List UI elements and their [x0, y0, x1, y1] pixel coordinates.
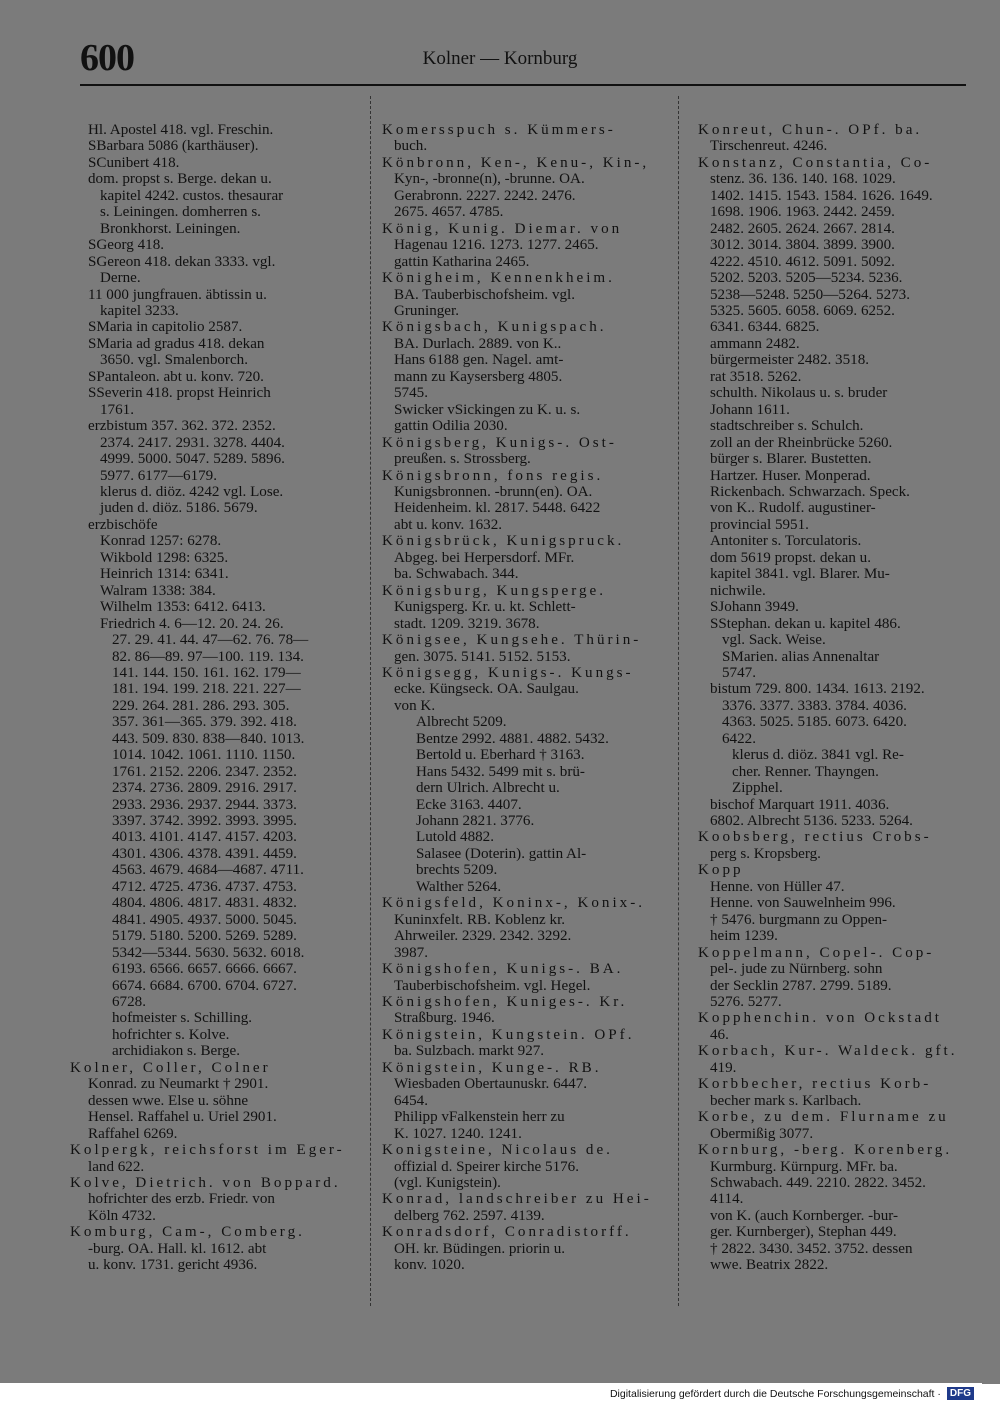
index-line: 2482. 2605. 2624. 2667. 2814.: [710, 220, 895, 237]
index-line: SGeorg 418.: [88, 237, 165, 254]
index-headword-line: Königsbronn, fons regis.: [382, 467, 604, 484]
index-line: Ahrweiler. 2329. 2342. 3292.: [394, 928, 572, 945]
footer-credit: [0, 1383, 982, 1404]
index-line: Hans 6188 gen. Nagel. amt-: [394, 352, 564, 369]
index-line: ba. Sulzbach. markt 927.: [394, 1043, 545, 1060]
index-line: Schwabach. 449. 2210. 2822. 3452.: [710, 1175, 926, 1191]
index-line: 3397. 3742. 3992. 3993. 3995.: [112, 813, 297, 830]
index-line: ger. Kurnberger), Stephan 449.: [710, 1224, 897, 1241]
index-line: hofrichter des erzb. Friedr. von: [88, 1191, 275, 1208]
column-divider: [678, 96, 679, 1306]
index-line: SStephan. dekan u. kapitel 486.: [710, 615, 901, 632]
index-line: der Secklin 2787. 2799. 5189.: [710, 977, 892, 994]
index-line: 2374. 2417. 2931. 3278. 4404.: [100, 434, 285, 451]
index-line: kapitel 4242. custos. thesaurar: [100, 187, 284, 204]
index-headword-line: Könbronn, Ken-, Kenu-, Kin-,: [382, 154, 650, 171]
index-line: 3012. 3014. 3804. 3899. 3900.: [710, 237, 895, 254]
index-line: Tirschenreut. 4246.: [710, 138, 828, 155]
index-line: Kyn-, -bronne(n), -brunne. OA.: [394, 171, 585, 188]
index-line: Hensel. Raffahel u. Uriel 2901.: [88, 1109, 277, 1126]
index-line: BA. Durlach. 2889. von K..: [394, 335, 562, 352]
index-column-1: [70, 122, 350, 1274]
index-line: s. Leiningen. domherren s.: [100, 204, 261, 221]
index-line: Kuninxfelt. RB. Koblenz kr.: [394, 911, 566, 928]
index-line: Lutold 4882.: [416, 829, 494, 846]
running-title: Kolner — Kornburg: [422, 48, 578, 69]
index-line: 5747.: [722, 664, 756, 681]
index-line: Hagenau 1216. 1273. 1277. 2465.: [394, 237, 599, 254]
index-line: Bronkhorst. Leiningen.: [100, 220, 241, 237]
index-line: cher. Renner. Thayngen.: [732, 763, 879, 780]
index-line: kapitel 3841. vgl. Blarer. Mu-: [710, 566, 890, 583]
index-line: SPantaleon. abt u. konv. 720.: [88, 368, 264, 385]
index-line: Wiesbaden Obertaunuskr. 6447.: [394, 1076, 588, 1093]
index-column-3: [698, 122, 968, 1274]
index-line: Konrad 1257: 6278.: [100, 533, 222, 550]
index-line: juden d. diöz. 5186. 5679.: [100, 500, 258, 517]
index-line: Gerabronn. 2227. 2242. 2476.: [394, 187, 576, 204]
index-line: 6674. 6684. 6700. 6704. 6727.: [112, 977, 297, 994]
index-line: 2675. 4657. 4785.: [394, 204, 504, 221]
index-line: 5276. 5277.: [710, 994, 782, 1011]
index-line: klerus d. diöz. 4242 vgl. Lose.: [100, 483, 284, 500]
index-line: 4301. 4306. 4378. 4391. 4459.: [112, 845, 297, 862]
index-line: vgl. Sack. Weise.: [722, 632, 826, 649]
index-line: 3987.: [394, 944, 428, 961]
index-line: Albrecht 5209.: [416, 714, 507, 731]
index-line: provincial 5951.: [710, 516, 809, 533]
index-headword-line: Königshofen, Kunigs-. BA.: [382, 961, 624, 978]
index-headword-line: Kolner, Coller, Colner: [70, 1059, 271, 1076]
index-line: dom 5619 propst. dekan u.: [710, 549, 871, 566]
index-line: Obermißig 3077.: [710, 1125, 814, 1142]
index-line: SSeverin 418. propst Heinrich: [88, 385, 271, 402]
index-headword-line: Korbach, Kur-. Waldeck. gft.: [698, 1043, 958, 1060]
index-line: 11 000 jungfrauen. äbtissin u.: [88, 286, 267, 303]
index-line: Swicker vSickingen zu K. u. s.: [394, 401, 581, 418]
index-line: von K.: [394, 697, 436, 714]
index-headword-line: Korbe, zu dem. Flurname zu: [698, 1109, 949, 1126]
index-headword-line: Königheim, Kennenkheim.: [382, 270, 615, 287]
index-headword-line: Königsfeld, Koninx-, Konix-.: [382, 895, 646, 912]
index-line: † 2822. 3430. 3452. 3752. dessen: [710, 1240, 913, 1257]
index-line: Friedrich 4. 6—12. 20. 24. 26.: [100, 615, 284, 632]
index-headword-line: Kornburg, -berg. Korenberg.: [698, 1142, 953, 1159]
index-line: erzbischöfe: [88, 516, 158, 533]
index-line: K. 1027. 1240. 1241.: [394, 1125, 522, 1142]
index-line: 4563. 4679. 4684—4687. 4711.: [112, 862, 304, 879]
index-line: delberg 762. 2597. 4139.: [394, 1207, 545, 1224]
index-headword-line: Konigsteine, Nicolaus de.: [382, 1142, 613, 1159]
index-line: 1761. 2152. 2206. 2347. 2352.: [112, 763, 297, 780]
index-line: 4013. 4101. 4147. 4157. 4203.: [112, 829, 297, 846]
index-line: Ecke 3163. 4407.: [416, 796, 522, 813]
header-rule: [80, 84, 966, 86]
index-line: heim 1239.: [710, 928, 778, 945]
index-line: Wilhelm 1353: 6412. 6413.: [100, 599, 266, 616]
index-headword-line: Königsbach, Kunigspach.: [382, 319, 607, 336]
index-line: Henne. von Hüller 47.: [710, 878, 845, 895]
index-headword-line: Korbbecher, rectius Korb-: [698, 1076, 932, 1093]
index-headword-line: Königsberg, Kunigs-. Ost-: [382, 434, 617, 451]
index-line: 5977. 6177—6179.: [100, 467, 217, 484]
index-line: 229. 264. 281. 286. 293. 305.: [112, 697, 290, 714]
index-line: 4999. 5000. 5047. 5289. 5896.: [100, 451, 285, 468]
index-line: Walram 1338: 384.: [100, 582, 216, 599]
index-line: 5745.: [394, 385, 428, 402]
column-divider: [370, 96, 371, 1306]
index-line: preußen. s. Strossberg.: [394, 451, 531, 468]
index-line: ba. Schwabach. 344.: [394, 566, 519, 583]
index-line: 5179. 5180. 5200. 5269. 5289.: [112, 928, 297, 945]
index-line: von K. (auch Kornberger. -bur-: [710, 1207, 899, 1224]
index-line: 1402. 1415. 1543. 1584. 1626. 1649.: [710, 187, 933, 204]
index-line: Wikbold 1298: 6325.: [100, 549, 229, 566]
index-line: 4363. 5025. 5185. 6073. 6420.: [722, 714, 907, 731]
index-line: schulth. Nikolaus u. s. bruder: [710, 385, 888, 402]
index-line: stenz. 36. 136. 140. 168. 1029.: [710, 171, 896, 188]
index-line: ecke. Küngseck. OA. Saulgau.: [394, 681, 579, 698]
index-line: 6422.: [722, 730, 756, 747]
index-line: gattin Odilia 2030.: [394, 418, 508, 435]
index-line: offizial d. Speirer kirche 5176.: [394, 1158, 579, 1175]
index-line: klerus d. diöz. 3841 vgl. Re-: [732, 747, 904, 764]
index-line: Zipphel.: [732, 780, 783, 797]
index-line: land 622.: [88, 1158, 145, 1175]
index-line: 357. 361—365. 379. 392. 418.: [112, 714, 297, 731]
index-line: stadt. 1209. 3219. 3678.: [394, 615, 540, 632]
index-line: Rickenbach. Schwarzach. Speck.: [710, 483, 910, 500]
index-line: mann zu Kaysersberg 4805.: [394, 368, 563, 385]
index-line: Hl. Apostel 418. vgl. Freschin.: [88, 122, 274, 138]
index-line: 1698. 1906. 1963. 2442. 2459.: [710, 204, 895, 221]
index-line: Kurmburg. Kürnpurg. MFr. ba.: [710, 1158, 898, 1175]
index-line: archidiakon s. Berge.: [112, 1043, 240, 1060]
index-line: 5325. 5605. 6058. 6069. 6252.: [710, 302, 895, 319]
index-line: 6454.: [394, 1092, 428, 1109]
index-line: SMaria in capitolio 2587.: [88, 319, 243, 336]
index-headword-line: Kopphenchin. von Ockstadt: [698, 1010, 942, 1027]
index-line: Philipp vFalkenstein herr zu: [394, 1109, 565, 1126]
index-line: Antoniter s. Torculatoris.: [710, 533, 862, 550]
index-line: 4712. 4725. 4736. 4737. 4753.: [112, 878, 297, 895]
index-line: Konrad. zu Neumarkt † 2901.: [88, 1076, 269, 1093]
index-line: 2374. 2736. 2809. 2916. 2917.: [112, 780, 297, 797]
index-headword-line: Koppelmann, Copel-. Cop-: [698, 944, 935, 961]
index-line: 6728.: [112, 994, 146, 1011]
index-line: 4841. 4905. 4937. 5000. 5045.: [112, 911, 297, 928]
index-line: gattin Katharina 2465.: [394, 253, 530, 270]
index-line: 5202. 5203. 5205—5234. 5236.: [710, 270, 903, 287]
index-line: pel-. jude zu Nürnberg. sohn: [710, 961, 883, 978]
index-line: Bertold u. Eberhard † 3163.: [416, 747, 585, 764]
index-line: Abgeg. bei Herpersdorf. MFr.: [394, 549, 575, 566]
index-headword-line: Königsbrück, Kunigspruck.: [382, 533, 625, 550]
index-line: bischof Marquart 1911. 4036.: [710, 796, 890, 813]
index-line: 4114.: [710, 1191, 744, 1208]
index-headword-line: Königsee, Kungsehe. Thürin-: [382, 632, 642, 649]
index-line: 181. 194. 199. 218. 221. 227—: [112, 681, 301, 698]
index-line: konv. 1020.: [394, 1257, 465, 1274]
index-line: ammann 2482.: [710, 335, 800, 352]
index-line: Walther 5264.: [416, 878, 502, 895]
index-line: 4804. 4806. 4817. 4831. 4832.: [112, 895, 297, 912]
index-line: SJohann 3949.: [710, 599, 799, 616]
index-line: SCunibert 418.: [88, 154, 180, 171]
index-line: buch.: [394, 138, 428, 155]
index-line: 6341. 6344. 6825.: [710, 319, 820, 336]
index-line: hofmeister s. Schilling.: [112, 1010, 253, 1027]
index-line: Henne. von Sauwelnheim 996.: [710, 895, 896, 912]
index-line: hofrichter s. Kolve.: [112, 1026, 230, 1043]
index-line: brechts 5209.: [416, 862, 498, 879]
index-line: 4222. 4510. 4612. 5091. 5092.: [710, 253, 895, 270]
index-line: u. konv. 1731. gericht 4936.: [88, 1257, 258, 1274]
index-line: Heidenheim. kl. 2817. 5448. 6422: [394, 500, 601, 517]
index-line: Salasee (Doterin). gattin Al-: [416, 845, 587, 862]
index-line: 1761.: [100, 401, 134, 418]
index-line: bürger s. Blarer. Bustetten.: [710, 451, 872, 468]
index-line: SGereon 418. dekan 3333. vgl.: [88, 253, 276, 270]
index-headword-line: Konreut, Chun-. OPf. ba.: [698, 122, 923, 138]
index-line: 6193. 6566. 6657. 6666. 6667.: [112, 961, 297, 978]
index-line: BA. Tauberbischofsheim. vgl.: [394, 286, 576, 303]
index-line: nichwile.: [710, 582, 766, 599]
index-headword-line: Konstanz, Constantia, Co-: [698, 154, 933, 171]
index-headword-line: Königsegg, Kunigs-. Kungs-: [382, 664, 634, 681]
index-line: perg s. Kropsberg.: [710, 845, 821, 862]
index-line: 46.: [710, 1026, 729, 1043]
index-line: dom. propst s. Berge. dekan u.: [88, 171, 272, 188]
index-line: Köln 4732.: [88, 1207, 156, 1224]
index-headword-line: Königsburg, Kungsperge.: [382, 582, 606, 599]
index-line: Raffahel 6269.: [88, 1125, 178, 1142]
index-line: 5238—5248. 5250—5264. 5273.: [710, 286, 910, 303]
index-headword-line: Kolve, Dietrich. von Boppard.: [70, 1175, 341, 1191]
index-headword-line: König, Kunig. Diemar. von: [382, 220, 623, 237]
index-line: abt u. konv. 1632.: [394, 516, 503, 533]
index-line: Hans 5432. 5499 mit s. brü-: [416, 763, 585, 780]
index-headword-line: Kolpergk, reichsforst im Eger-: [70, 1142, 345, 1159]
index-headword-line: Königstein, Kungstein. OPf.: [382, 1026, 635, 1043]
index-line: Bentze 2992. 4881. 4882. 5432.: [416, 730, 609, 747]
index-line: Heinrich 1314: 6341.: [100, 566, 229, 583]
index-line: Kunigsbronnen. -brunn(en). OA.: [394, 483, 593, 500]
index-headword-line: Königstein, Kunge-. RB.: [382, 1059, 602, 1076]
index-headword-line: Koobsberg, rectius Crobs-: [698, 829, 932, 846]
index-line: 82. 86—89. 97—100. 119. 134.: [112, 648, 304, 665]
index-line: SMaria ad gradus 418. dekan: [88, 335, 265, 352]
index-line: Straßburg. 1946.: [394, 1010, 495, 1027]
footer-text: Digitalisierung gefördert durch die Deutsche Forschungsgemeinschaft ·: [609, 1387, 941, 1400]
index-line: zoll an der Rheinbrücke 5260.: [710, 434, 893, 451]
index-line: bistum 729. 800. 1434. 1613. 2192.: [710, 681, 925, 698]
index-headword-line: Komburg, Cam-, Comberg.: [70, 1224, 305, 1241]
dfg-logo-icon: DFG: [947, 1387, 974, 1400]
index-line: Gruninger.: [394, 302, 459, 319]
index-line: wwe. Beatrix 2822.: [710, 1257, 829, 1274]
index-line: bürgermeister 2482. 3518.: [710, 352, 870, 369]
index-line: Kunigsperg. Kr. u. kt. Schlett-: [394, 599, 576, 616]
index-line: stadtschreiber s. Schulch.: [710, 418, 864, 435]
index-headword-line: Konrad, landschreiber zu Hei-: [382, 1191, 652, 1208]
index-line: Johann 1611.: [710, 401, 790, 418]
index-line: SBarbara 5086 (karthäuser).: [88, 138, 259, 155]
index-line: Derne.: [100, 270, 141, 287]
index-line: gen. 3075. 5141. 5152. 5153.: [394, 648, 571, 665]
index-line: SMarien. alias Annenaltar: [722, 648, 880, 665]
index-line: Johann 2821. 3776.: [416, 813, 535, 830]
index-line: Hartzer. Huser. Monperad.: [710, 467, 871, 484]
index-line: 419.: [710, 1059, 737, 1076]
index-column-2: [382, 122, 662, 1274]
index-line: 5342—5344. 5630. 5632. 6018.: [112, 944, 305, 961]
index-line: OH. kr. Büdingen. priorin u.: [394, 1240, 566, 1257]
index-headword-line: Komersspuch s. Kümmers-: [382, 122, 616, 138]
index-line: rat 3518. 5262.: [710, 368, 802, 385]
index-line: dern Ulrich. Albrecht u.: [416, 780, 560, 797]
index-headword-line: Königshofen, Kuniges-. Kr.: [382, 994, 628, 1011]
index-line: (vgl. Kunigstein).: [394, 1175, 501, 1191]
index-line: von K.. Rudolf. augustiner-: [710, 500, 876, 517]
index-line: 27. 29. 41. 44. 47—62. 76. 78—: [112, 632, 309, 649]
index-line: † 5476. burgmann zu Oppen-: [710, 911, 888, 928]
index-line: 1014. 1042. 1061. 1110. 1150.: [112, 747, 296, 764]
index-line: 141. 144. 150. 161. 162. 179—: [112, 664, 301, 681]
index-line: 2933. 2936. 2937. 2944. 3373.: [112, 796, 297, 813]
index-line: becher mark s. Karlbach.: [710, 1092, 862, 1109]
index-line: -burg. OA. Hall. kl. 1612. abt: [88, 1240, 267, 1257]
index-line: kapitel 3233.: [100, 302, 179, 319]
index-line: erzbistum 357. 362. 372. 2352.: [88, 418, 276, 435]
index-line: 3650. vgl. Smalenborch.: [100, 352, 248, 369]
index-line: 3376. 3377. 3383. 3784. 4036.: [722, 697, 907, 714]
index-line: dessen wwe. Else u. söhne: [88, 1092, 249, 1109]
index-headword-line: Konradsdorf, Conradistorff.: [382, 1224, 632, 1241]
index-line: 6802. Albrecht 5136. 5233. 5264.: [710, 813, 913, 830]
index-line: 443. 509. 830. 838—840. 1013.: [112, 730, 305, 747]
index-line: Tauberbischofsheim. vgl. Hegel.: [394, 977, 591, 994]
page-number: 600: [80, 37, 134, 79]
index-headword-line: Kopp: [698, 862, 744, 879]
